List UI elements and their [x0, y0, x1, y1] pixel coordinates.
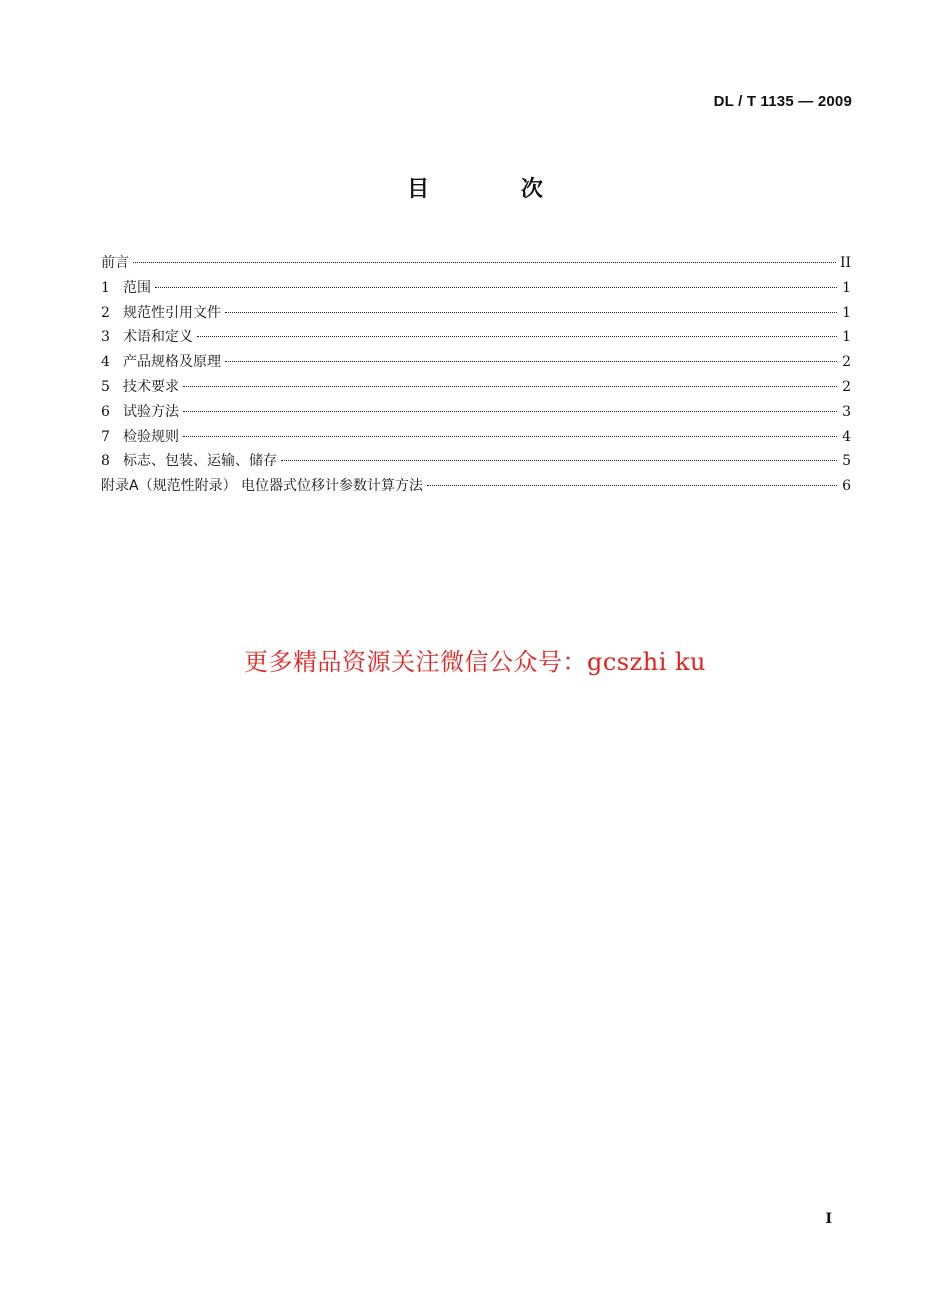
toc-entry[interactable] — [101, 426, 851, 451]
toc-entry[interactable] — [101, 252, 851, 277]
toc-entry-label: 附录A（规范性附录） 电位器式位移计参数计算方法 — [101, 478, 424, 495]
toc-dot-leader — [225, 312, 837, 313]
toc-dot-leader — [281, 460, 837, 461]
toc-entry-page: II — [839, 255, 851, 271]
toc-entry-number: 3 — [101, 329, 110, 346]
page-number: I — [825, 1211, 832, 1227]
toc-entry-label: 检验规则 — [123, 428, 179, 445]
toc-entry-label: 技术要求 — [123, 378, 179, 395]
toc-entry-label: 试验方法 — [123, 403, 179, 420]
page-title: 目 次 — [407, 177, 585, 202]
toc-entry-number: 1 — [101, 279, 110, 296]
toc-entry-label: 范围 — [123, 279, 151, 296]
toc-dot-leader — [183, 386, 837, 387]
toc-entry[interactable] — [101, 326, 851, 351]
toc-entry-number: 7 — [101, 428, 110, 445]
table-of-contents — [101, 252, 851, 500]
toc-entry-page: 2 — [842, 354, 851, 371]
toc-entry[interactable] — [101, 401, 851, 426]
toc-entry-label: 标志、包装、运输、储存 — [123, 453, 277, 470]
toc-dot-leader — [133, 262, 836, 263]
watermark-text: 更多精品资源关注微信公众号：gcszhi ku — [243, 648, 707, 676]
toc-dot-leader — [427, 485, 837, 486]
toc-entry-page: 4 — [842, 428, 851, 445]
toc-entry[interactable] — [101, 351, 851, 376]
toc-entry-page: 1 — [842, 304, 851, 321]
standard-code: DL / T 1135 — 2009 — [713, 93, 852, 110]
toc-entry-page: 5 — [842, 453, 851, 470]
toc-entry-number: 8 — [101, 453, 110, 470]
toc-entry-page: 6 — [842, 478, 851, 495]
toc-entry-page: 1 — [842, 279, 851, 296]
toc-dot-leader — [225, 361, 837, 362]
toc-entry-number: 2 — [101, 304, 110, 321]
toc-entry[interactable] — [101, 475, 851, 500]
toc-entry-page: 3 — [842, 403, 851, 420]
toc-entry[interactable] — [101, 302, 851, 327]
toc-entry-number: 6 — [101, 403, 110, 420]
toc-entry[interactable] — [101, 277, 851, 302]
toc-entry-label: 规范性引用文件 — [123, 304, 221, 321]
toc-dot-leader — [183, 411, 837, 412]
toc-dot-leader — [155, 287, 837, 288]
toc-entry-page: 1 — [842, 329, 851, 346]
toc-entry-label: 产品规格及原理 — [123, 354, 221, 371]
toc-entry-number: 5 — [101, 378, 110, 395]
toc-dot-leader — [183, 436, 837, 437]
toc-entry-page: 2 — [842, 378, 851, 395]
toc-dot-leader — [197, 336, 837, 337]
toc-entry-label: 术语和定义 — [123, 329, 193, 346]
toc-entry[interactable] — [101, 376, 851, 401]
toc-entry-label: 前言 — [101, 255, 129, 271]
toc-entry-number: 4 — [101, 354, 110, 371]
toc-entry[interactable] — [101, 450, 851, 475]
